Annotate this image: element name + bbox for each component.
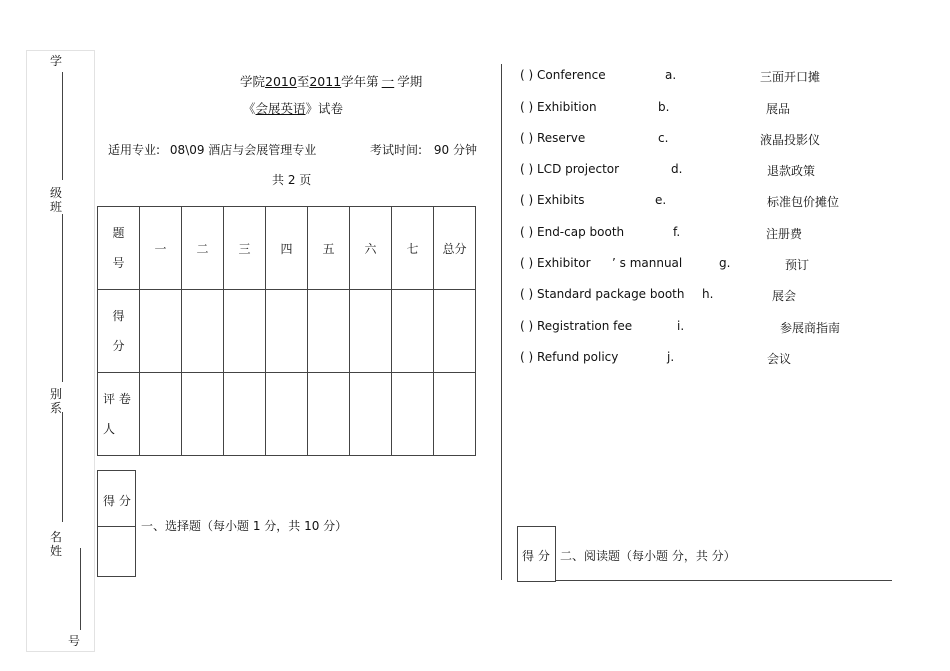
margin-char-ming: 名 [50,530,63,544]
option-letter: i. [677,319,685,333]
term-header [240,72,422,90]
option-letter: f. [673,225,681,239]
bracket-close: 》 [305,101,319,116]
chinese-option: 展会 [772,289,797,303]
chinese-option: 会议 [767,352,792,366]
answer-blank[interactable]: ( ) [520,225,534,239]
score-cell[interactable] [182,290,224,373]
grader-cell[interactable] [140,373,182,456]
section1-score-divider [97,526,135,527]
english-term: Standard package booth [537,287,685,301]
grader-cell[interactable] [182,373,224,456]
answer-blank[interactable]: ( ) [520,162,534,176]
to-label: 至 [296,74,310,89]
option-letter: d. [671,162,683,176]
english-term: End-cap booth [537,225,625,239]
column-header: 五 [308,207,350,290]
answer-blank[interactable]: ( ) [520,287,534,301]
exam-title [243,99,343,117]
score-cell[interactable] [392,290,434,373]
term-number: 一 [381,74,395,89]
grader-cell[interactable] [392,373,434,456]
english-term: Refund policy [537,350,619,364]
english-term: Conference [537,68,606,82]
option-letter: a. [665,68,677,82]
start-year: 2010 [265,74,297,89]
score-table [97,206,476,456]
page-count: 共 2 页 [272,173,312,187]
option-letter: e. [655,193,667,207]
option-letter: j. [667,350,675,364]
label-char: 得 [112,309,125,323]
answer-blank[interactable]: ( ) [520,193,534,207]
english-term: Exhibitor [537,256,591,270]
score-cell[interactable] [224,290,266,373]
chinese-option: 退款政策 [767,164,816,178]
section1-title: 一、选择题（每小题 1 分，共 10 分） [141,519,348,533]
paper-label: 试卷 [318,101,344,116]
answer-blank[interactable]: ( ) [520,68,534,82]
column-header: 七 [392,207,434,290]
label-char: 评 卷 [103,392,131,406]
column-header: 四 [266,207,308,290]
major-value: 08\09 酒店与会展管理专业 [169,143,317,157]
score-cell[interactable] [350,290,392,373]
chinese-option: 三面开口摊 [760,70,821,84]
option-letter: b. [658,100,670,114]
end-year: 2011 [309,74,342,89]
english-term: LCD projector [537,162,620,176]
header-char: 号 [112,256,125,270]
section2-title: 二、阅读题（每小题 分，共 分） [560,549,736,563]
answer-blank[interactable]: ( ) [520,131,534,145]
answer-blank[interactable]: ( ) [520,350,534,364]
margin-char-bie: 别 [50,387,63,401]
section1-score-box [97,470,136,577]
subject-name: 会展英语 [255,101,306,116]
column-header: 二 [182,207,224,290]
english-term: Exhibition [537,100,597,114]
score-row-label [98,290,140,373]
section2-underline [555,580,892,581]
answer-blank[interactable]: ( ) [520,319,534,333]
score-cell[interactable] [266,290,308,373]
column-header: 六 [350,207,392,290]
grader-cell[interactable] [266,373,308,456]
chinese-option: 标准包价摊位 [767,195,840,209]
section1-score-label: 得 分 [103,494,131,508]
option-letter: c. [658,131,669,145]
column-header-total: 总分 [434,207,476,290]
margin-char-xing: 姓 [50,544,63,558]
exam-time [370,141,477,158]
english-term: Registration fee [537,319,633,333]
margin-line [62,72,63,180]
applicable-major [108,141,316,158]
grader-row-label [98,373,140,456]
column-header: 一 [140,207,182,290]
margin-char-ban: 班 [50,200,63,214]
margin-char-xue: 学 [50,54,63,68]
margin-char-xi: 系 [50,401,63,415]
english-term: Exhibits [537,193,585,207]
margin-char-hao: 号 [68,634,81,648]
chinese-option: 预订 [785,258,810,272]
score-cell[interactable] [308,290,350,373]
margin-line [62,214,63,382]
answer-blank[interactable]: ( ) [520,100,534,114]
column-header: 三 [224,207,266,290]
grader-cell[interactable] [308,373,350,456]
grader-cell[interactable] [434,373,476,456]
score-cell[interactable] [434,290,476,373]
time-value: 90 分钟 [433,143,477,157]
question-number-header [98,207,140,290]
semester-label: 学期 [397,74,423,89]
header-char: 题 [112,226,125,240]
label-char: 人 [103,422,116,436]
margin-line [62,412,63,522]
option-letter: h. [702,287,714,301]
chinese-option: 注册费 [766,227,803,241]
chinese-option: 液晶投影仪 [760,133,821,147]
option-letter: g. [719,256,731,270]
answer-blank[interactable]: ( ) [520,256,534,270]
english-term-suffix: ’ s mannual [612,256,683,270]
margin-char-ji: 级 [50,186,63,200]
chinese-option: 参展商指南 [780,321,841,335]
grader-cell[interactable] [224,373,266,456]
chinese-option: 展品 [766,102,791,116]
major-label: 适用专业: [108,143,161,157]
label-char: 分 [112,339,125,353]
college-label: 学院 [240,74,266,89]
margin-line [80,548,81,630]
column-divider [501,64,502,580]
grader-cell[interactable] [350,373,392,456]
score-cell[interactable] [140,290,182,373]
school-year-label: 学年第 [341,74,379,89]
bracket-open: 《 [243,101,256,116]
time-label: 考试时间: [370,143,423,157]
binding-margin [26,50,95,652]
english-term: Reserve [537,131,586,145]
section2-score-label: 得 分 [522,549,550,563]
